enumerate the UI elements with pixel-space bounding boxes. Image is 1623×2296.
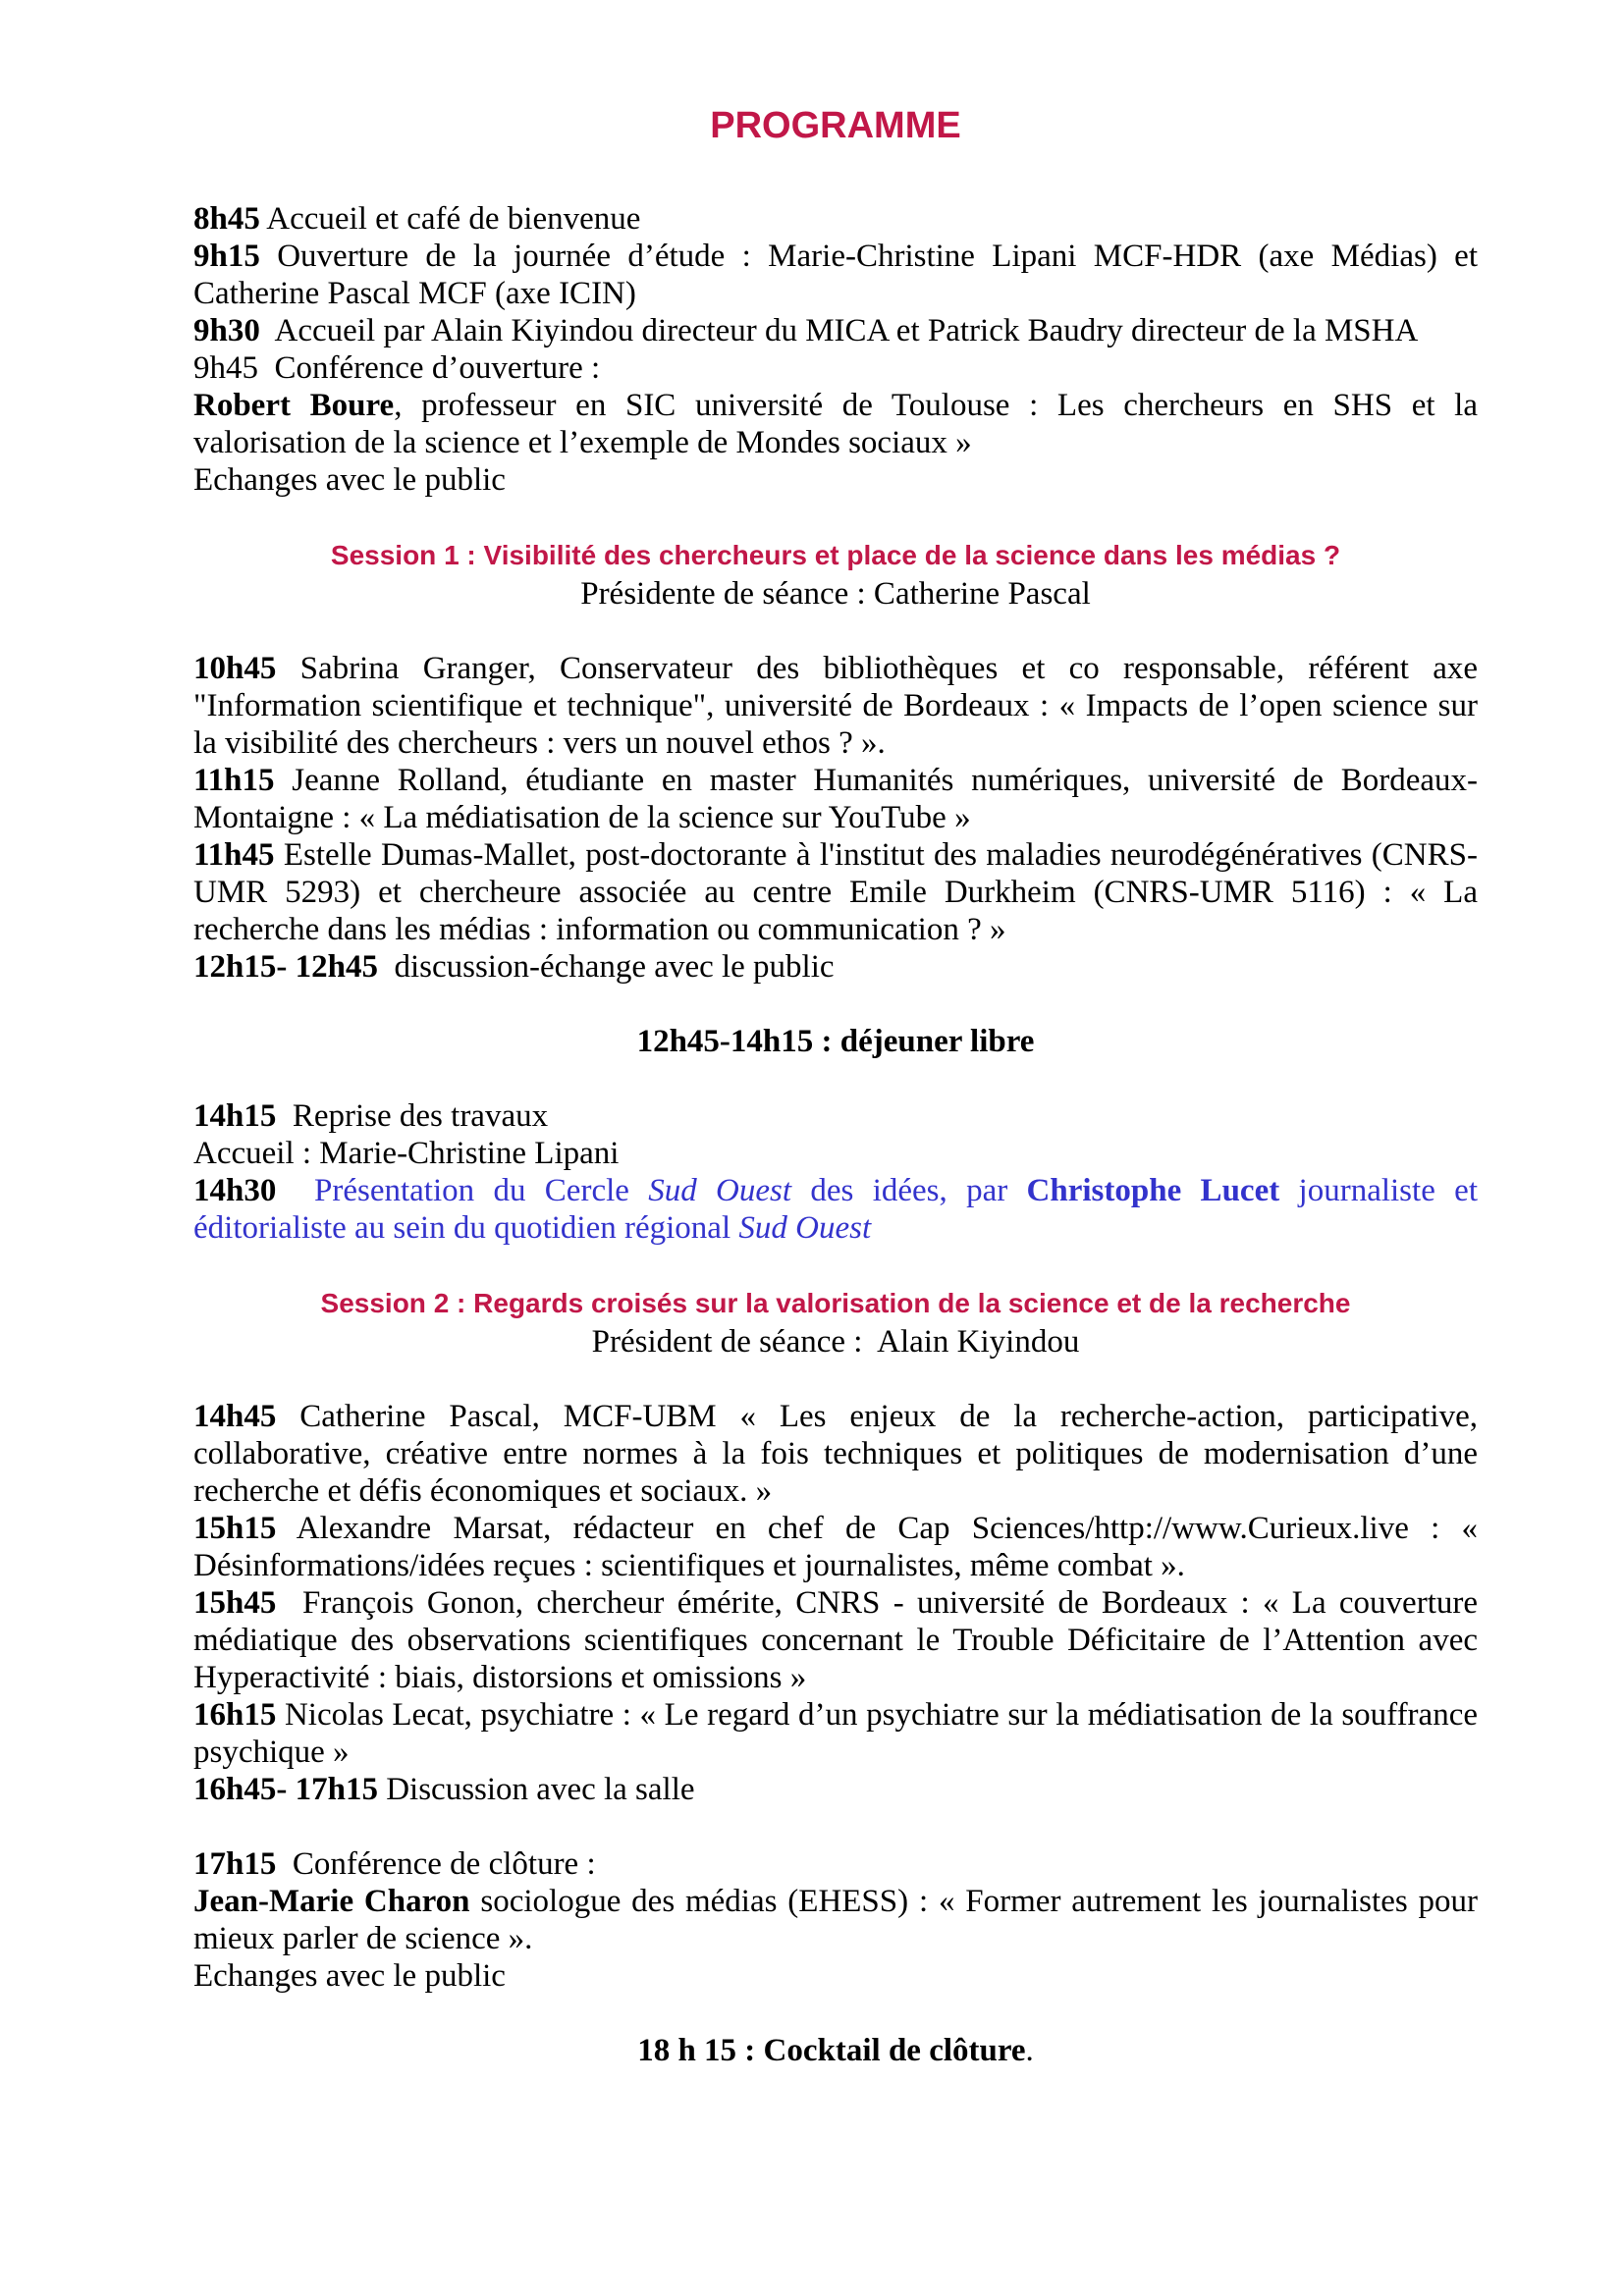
entry-accueil-lipani: Accueil : Marie-Christine Lipani	[193, 1136, 620, 1171]
spacer	[193, 1808, 1478, 1845]
entry-9h15: 9h15 Ouverture de la journée d’étude : Marie-Christine Lipani MCF-HDR (axe Médias) et Catherine Pascal MCF (axe ICIN)	[193, 239, 1478, 311]
entry-11h45: 11h45 Estelle Dumas-Mallet, post-doctorante à l'institut des maladies neurodégénératives (CNRS-UMR 5293) et chercheure associée au centre Emile Durkheim (CNRS-UMR 5116) : « La recherche dans les médias : information ou communication ? »	[193, 837, 1478, 947]
spacer	[193, 986, 1478, 1023]
spacer	[193, 1247, 1478, 1284]
entry-9h45: 9h45 Conférence d’ouverture :	[193, 350, 601, 386]
entry-16h45-17h15: 16h45- 17h15 Discussion avec la salle	[193, 1772, 695, 1807]
entry-jean-marie-charon: Jean-Marie Charon sociologue des médias (EHESS) : « Former autrement les journalistes pour mieux parler de science ».	[193, 1884, 1479, 1956]
entry-10h45: 10h45 Sabrina Granger, Conservateur des bibliothèques et co responsable, référent axe "Information scientifique et technique", université de Bordeaux : « Impacts de l’open science sur la visibilité des chercheurs : vers un nouvel ethos ? ».	[193, 651, 1478, 761]
entry-12h15-12h45: 12h15- 12h45 discussion-échange avec le public	[193, 949, 835, 985]
entry-15h15: 15h15 Alexandre Marsat, rédacteur en chef de Cap Sciences/http://www.Curieux.live : « Désinformations/idées reçues : scientifiques et journalistes, même combat ».	[193, 1511, 1478, 1583]
programme-title: PROGRAMME	[710, 105, 961, 146]
spacer	[193, 1995, 1478, 2032]
entry-9h30: 9h30 Accueil par Alain Kiyindou directeur du MICA et Patrick Baudry directeur de la MSHA	[193, 313, 1419, 348]
closing-cocktail-heading: 18 h 15 : Cocktail de clôture.	[637, 2033, 1034, 2068]
session-1-heading: Session 1 : Visibilité des chercheurs et place de la science dans les médias ?	[330, 540, 1341, 570]
session-1-chair: Présidente de séance : Catherine Pascal	[580, 576, 1091, 612]
session-2-chair: Président de séance : Alain Kiyindou	[591, 1324, 1080, 1360]
session-2-heading: Session 2 : Regards croisés sur la valorisation de la science et de la recherche	[320, 1288, 1351, 1318]
entry-8h45: 8h45 Accueil et café de bienvenue	[193, 201, 641, 237]
entry-16h15: 16h15 Nicolas Lecat, psychiatre : « Le regard d’un psychiatre sur la médiatisation de la souffrance psychique »	[193, 1697, 1478, 1770]
spacer	[193, 1060, 1478, 1097]
entry-echanges-1: Echanges avec le public	[193, 462, 506, 498]
spacer	[193, 613, 1478, 650]
entry-14h15: 14h15 Reprise des travaux	[193, 1098, 549, 1134]
spacer	[193, 1361, 1478, 1398]
entry-echanges-2: Echanges avec le public	[193, 1958, 506, 1994]
lunch-break-heading: 12h45-14h15 : déjeuner libre	[636, 1024, 1035, 1059]
document-content	[193, 106, 1478, 2069]
entry-robert-boure: Robert Boure, professeur en SIC université de Toulouse : Les chercheurs en SHS et la valorisation de la science et l’exemple de Mondes sociaux »	[193, 388, 1479, 460]
entry-11h15: 11h15 Jeanne Rolland, étudiante en master Humanités numériques, université de Bordeaux-Montaigne : « La médiatisation de la science sur YouTube »	[193, 763, 1478, 835]
entry-14h45: 14h45 Catherine Pascal, MCF-UBM « Les enjeux de la recherche-action, participative, collaborative, créative entre normes à la fois techniques et politiques de modernisation d’une recherche et défis économiques et sociaux. »	[193, 1399, 1478, 1509]
entry-17h15: 17h15 Conférence de clôture :	[193, 1846, 596, 1882]
entry-15h45: 15h45 François Gonon, chercheur émérite, CNRS - université de Bordeaux : « La couverture médiatique des observations scientifiques concernant le Trouble Déficitaire de l’Attention avec Hyperactivité : biais, distorsions et omissions »	[193, 1585, 1478, 1695]
entry-14h30: 14h30 Présentation du Cercle Sud Ouest des idées, par Christophe Lucet journaliste et éditorialiste au sein du quotidien régional Sud Ouest	[193, 1173, 1478, 1246]
spacer	[193, 499, 1478, 536]
